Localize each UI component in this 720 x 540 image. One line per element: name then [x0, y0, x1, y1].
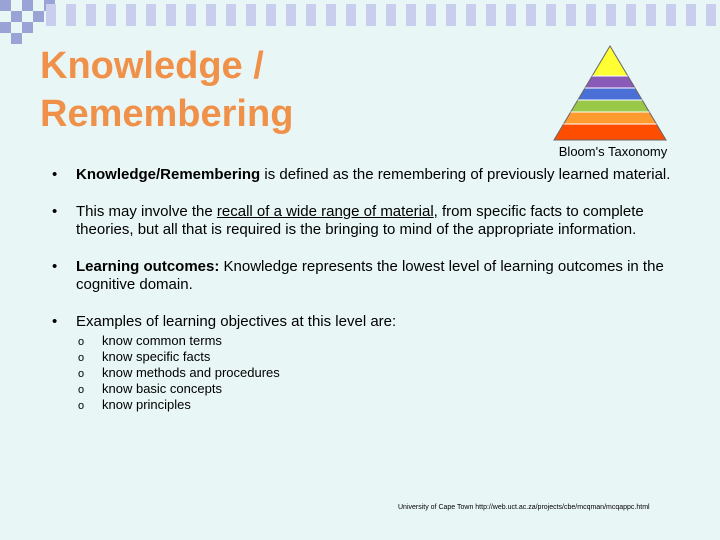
bullet-item	[52, 313, 692, 413]
sub-list	[76, 333, 692, 413]
title-line-1: Knowledge /	[40, 45, 264, 87]
sub-marker: o	[78, 384, 85, 396]
blooms-pyramid-image	[552, 44, 668, 142]
source-footer: University of Cape Town http://web.uct.ac.za/projects/cbe/mcqman/mcqappc.html	[398, 504, 650, 511]
bullet-item	[52, 203, 692, 239]
sub-item	[76, 349, 692, 365]
bullet-2-underlined: recall of a wide range of material	[216, 203, 434, 220]
sub-item-text: know methods and procedures	[102, 365, 280, 380]
sub-item-text: know specific facts	[102, 349, 211, 364]
bullet-list	[52, 166, 692, 413]
sub-marker: o	[78, 336, 85, 348]
bullet-2-pre: This may involve the	[76, 203, 217, 220]
sub-item	[76, 333, 692, 349]
bullet-marker: •	[52, 166, 58, 183]
sub-item	[76, 381, 692, 397]
bullet-1-text: is defined as the remembering of previously learned material.	[260, 166, 671, 183]
slide-title	[40, 42, 293, 138]
sub-marker: o	[78, 400, 85, 412]
title-line-2: Remembering	[40, 93, 294, 135]
bullet-item	[52, 166, 692, 184]
decorative-band	[46, 4, 720, 26]
bullet-4-text: Examples of learning objectives at this level are:	[76, 313, 397, 330]
bullet-3-text: Knowledge represents the lowest level of learning outcomes in the cognitive domain.	[76, 258, 664, 293]
sub-marker: o	[78, 368, 85, 380]
bullet-marker: •	[52, 203, 58, 220]
pyramid-layer-6	[552, 44, 668, 76]
pyramid-layer-4	[552, 88, 668, 100]
bullet-marker: •	[52, 258, 58, 275]
bullet-2-post: , from specific facts to complete theories, but all that is required is the bringing to mind of the appropriate information.	[76, 203, 644, 238]
pyramid-layer-5	[552, 76, 668, 88]
bullet-1-lead: Knowledge/Remembering	[76, 166, 261, 183]
sub-marker: o	[78, 352, 85, 364]
pyramid-layer-3	[552, 100, 668, 112]
sub-item	[76, 397, 692, 413]
sub-item	[76, 365, 692, 381]
sub-item-text: know principles	[102, 397, 191, 412]
bullet-marker: •	[52, 313, 58, 330]
bullet-3-lead: Learning outcomes:	[76, 258, 220, 275]
sub-item-text: know basic concepts	[102, 381, 222, 396]
sub-item-text: know common terms	[102, 333, 222, 348]
bullet-item	[52, 258, 692, 294]
pyramid-layer-1	[552, 124, 668, 140]
pyramid-caption: Bloom's Taxonomy	[558, 144, 668, 159]
